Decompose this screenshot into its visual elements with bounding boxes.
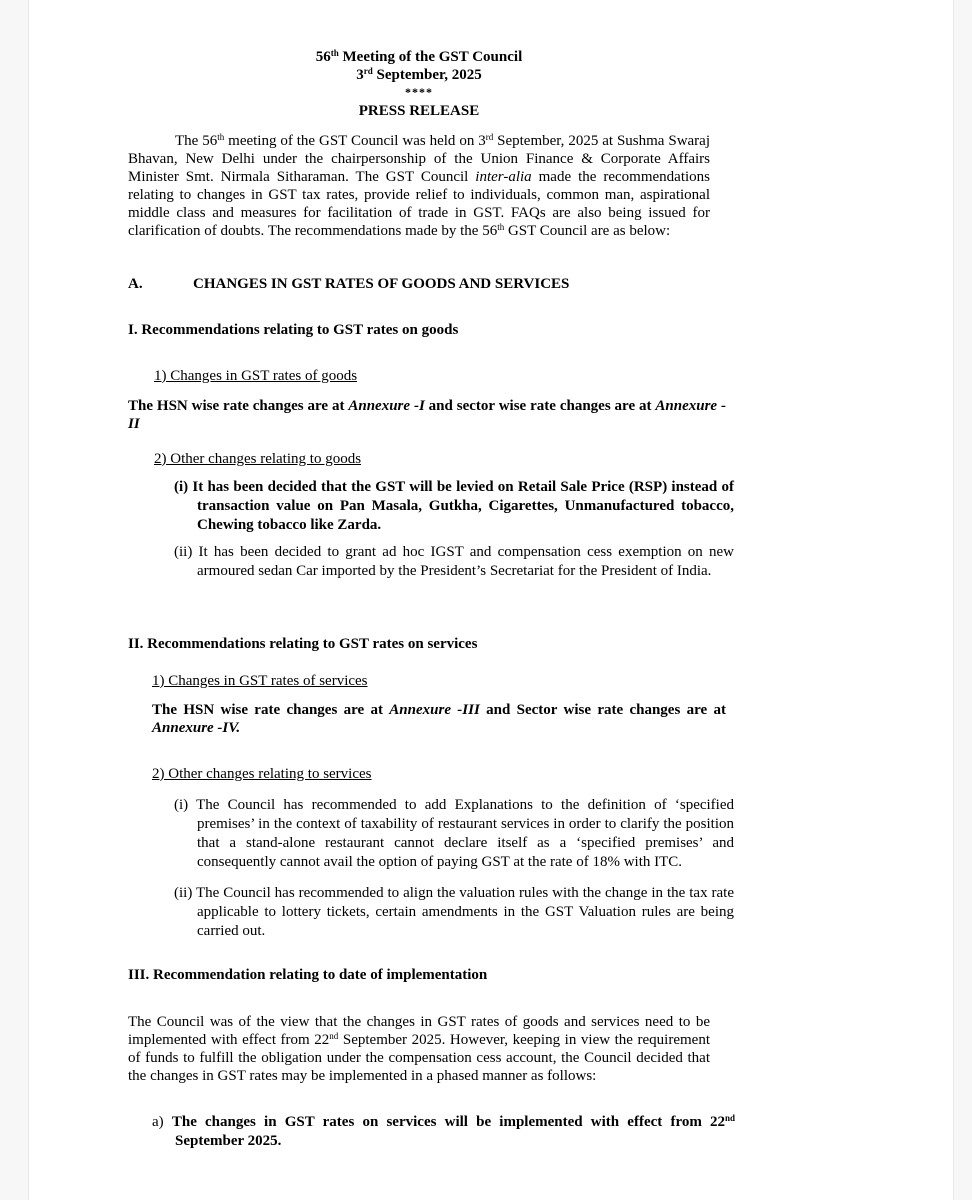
separator-stars: **** <box>405 85 433 99</box>
implementation-paragraph: The Council was of the view that the changes in GST rates of goods and services need to be implemented with effect from 22nd September 2025. However, keeping in view the requirement of funds to fulfill the obligation under the compensation cess account, the Council decided that the changes in GST rates may be implemented in a phased manner as follows: <box>128 1014 710 1084</box>
intro-paragraph: The 56th meeting of the GST Council was held on 3rd September, 2025 at Sushma Swaraj Bhavan, New Delhi under the chairpersonship of the Union Finance & Corporate Affairs Minister Smt. Nirmala Sitharaman. The GST Council inter-alia made the recommendations relating to changes in GST tax rates, provide relief to individuals, common man, aspirational middle class and measures for facilitation of trade in GST. FAQs are also being issued for clarification of doubts. The recommendations made by the 56th GST Council are as below: <box>128 132 711 239</box>
goods-sub-heading-2: 2) Other changes relating to goods <box>154 451 362 467</box>
goods-hsn-paragraph: The HSN wise rate changes are at Annexure -I and sector wise rate changes are at Annexure -II <box>128 398 726 432</box>
press-release-heading: PRESS RELEASE <box>358 103 480 119</box>
implementation-item-a: a) The changes in GST rates on services will be implemented with effect from 22nd September 2025. <box>152 1113 736 1149</box>
section-a-title: CHANGES IN GST RATES OF GOODS AND SERVICES <box>193 276 570 292</box>
services-sub-heading-1: 1) Changes in GST rates of services <box>152 673 368 689</box>
services-item-2: (ii) The Council has recommended to align the valuation rules with the change in the tax rate applicable to lottery tickets, certain amendments in the GST Valuation rules are being carried out. <box>174 885 734 939</box>
goods-item-1: (i) It has been decided that the GST will be levied on Retail Sale Price (RSP) instead of transaction value on Pan Masala, Gutkha, Cigarettes, Unmanufactured tobacco, Chewing tobacco like Zarda. <box>174 479 734 533</box>
services-item-1: (i) The Council has recommended to add Explanations to the definition of ‘specified premises’ in the context of taxability of restaurant services in order to clarify the position that a stand-alone restaurant cannot declare itself as a ‘specified premises’ and consequently cannot avail the option of paying GST at the rate of 18% with ITC. <box>174 797 734 870</box>
goods-heading: I. Recommendations relating to GST rates on goods <box>128 322 459 338</box>
meeting-title: 56th Meeting of the GST Council <box>315 48 523 65</box>
section-a-label: A. <box>128 276 143 292</box>
implementation-heading: III. Recommendation relating to date of implementation <box>128 967 488 983</box>
goods-item-2: (ii) It has been decided to grant ad hoc IGST and compensation cess exemption on new armoured sedan Car imported by the President’s Secretariat for the President of India. <box>174 544 734 579</box>
goods-sub-heading-1: 1) Changes in GST rates of goods <box>154 368 358 384</box>
meeting-date: 3rd September, 2025 <box>356 66 482 83</box>
services-sub-heading-2: 2) Other changes relating to services <box>152 766 372 782</box>
services-hsn-paragraph: The HSN wise rate changes are at Annexure -III and Sector wise rate changes are at Annexure -IV. <box>152 702 726 736</box>
services-heading: II. Recommendations relating to GST rates on services <box>128 636 478 652</box>
